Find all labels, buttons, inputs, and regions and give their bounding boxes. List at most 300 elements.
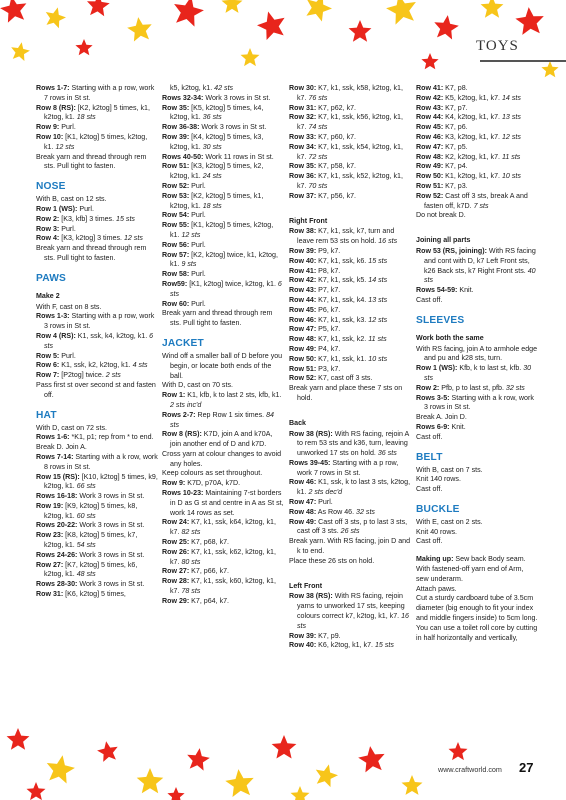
instruction-line bbox=[416, 594, 538, 643]
instruction-text: K4, k2tog, k1, k7. bbox=[443, 113, 500, 122]
instruction-line bbox=[36, 492, 158, 502]
instruction-text: Starting with a p row, work 3 rows in St st. bbox=[44, 312, 155, 331]
instruction-line bbox=[416, 555, 538, 584]
instruction-text: With RS facing, join A to armhole edge and pu and k28 sts, turn. bbox=[416, 344, 538, 363]
row-label: Row 50: bbox=[416, 172, 444, 181]
instruction-text: P8, k7. bbox=[316, 266, 341, 275]
row-label: Row 49: bbox=[416, 162, 444, 171]
row-label: Row 27: bbox=[36, 560, 64, 569]
instruction-text: With F, cast on 8 sts. bbox=[36, 302, 102, 311]
instruction-text: K7, p9. bbox=[316, 631, 341, 640]
instruction-line bbox=[289, 430, 411, 459]
row-label: Row 10: bbox=[36, 132, 64, 141]
stitch-count: 15 sts bbox=[366, 256, 388, 265]
instruction-text: K7, k1, ssk, k3. bbox=[316, 315, 367, 324]
instruction-text: K7, p8. bbox=[443, 84, 468, 92]
star-icon bbox=[174, 0, 204, 27]
row-label: Row 48: bbox=[416, 152, 444, 161]
star-icon bbox=[316, 764, 338, 787]
stitch-count: 15 sts bbox=[372, 641, 394, 650]
instruction-line bbox=[162, 84, 284, 94]
footer-site: www.craftworld.com bbox=[438, 765, 502, 774]
instruction-line bbox=[162, 300, 284, 310]
instruction-text: K7, p7. bbox=[443, 103, 468, 112]
instruction-line bbox=[289, 641, 411, 651]
row-label: Row 38: bbox=[289, 227, 317, 236]
instruction-line bbox=[162, 94, 284, 104]
row-label: Rows 1-3: bbox=[36, 312, 70, 321]
instruction-line bbox=[416, 518, 538, 528]
star-icon bbox=[222, 0, 243, 13]
instruction-text: With RS facing and cont with D, k7 Left Front sts, k26 Back sts, k7 Right Front sts. bbox=[424, 246, 536, 275]
instruction-text: Do not break D. bbox=[416, 211, 466, 220]
instruction-text: Work 3 rows in St st. bbox=[77, 580, 145, 589]
instruction-line bbox=[289, 267, 411, 277]
instruction-text: P9, k7. bbox=[316, 246, 341, 255]
instruction-text: K7, k1, ssk, k7, turn and leave rem 53 sts on hold. bbox=[297, 227, 395, 246]
header-rule bbox=[480, 60, 566, 62]
instruction-text: K7, p4. bbox=[443, 162, 468, 171]
stitch-count: 26 sts bbox=[338, 527, 360, 536]
row-label: Row 2: bbox=[36, 214, 60, 223]
instruction-line bbox=[162, 489, 284, 518]
instruction-text: Purl. bbox=[316, 498, 333, 507]
row-label: Row 30: bbox=[289, 84, 317, 92]
row-label: Row 33: bbox=[289, 132, 317, 141]
row-label: Rows 3-5: bbox=[416, 393, 450, 402]
star-icon bbox=[241, 48, 260, 66]
row-label: Row 45: bbox=[289, 305, 317, 314]
row-label: Row 40: bbox=[289, 641, 317, 650]
stitch-count: 84 sts bbox=[170, 410, 274, 429]
row-label: Row 52: bbox=[289, 374, 317, 383]
instruction-line bbox=[162, 430, 284, 450]
instruction-text: K7, p58, k7. bbox=[316, 162, 357, 171]
instruction-line bbox=[289, 478, 411, 498]
star-icon bbox=[402, 775, 423, 795]
star-icon bbox=[27, 782, 46, 800]
row-label: Row 34: bbox=[289, 142, 317, 151]
stitch-count: 48 sts bbox=[74, 570, 96, 579]
instruction-text: Work 3 rows in St st. bbox=[77, 550, 145, 559]
row-label: Row 52: bbox=[162, 181, 190, 190]
row-label: Row 51: bbox=[162, 162, 190, 171]
subheading: Make 2 bbox=[36, 291, 60, 300]
instruction-text: Knit. bbox=[449, 422, 466, 431]
instruction-text: Attach paws. bbox=[416, 584, 457, 593]
row-label: Rows 1-7: bbox=[36, 84, 70, 92]
star-icon bbox=[349, 20, 372, 42]
row-label: Row 49: bbox=[289, 517, 317, 526]
row-label: Row 39: bbox=[162, 132, 190, 141]
row-label: Row 25: bbox=[162, 538, 190, 547]
row-label: Row 40: bbox=[289, 256, 317, 265]
row-label: Rows 1-6: bbox=[36, 433, 70, 442]
paragraph-gap bbox=[416, 221, 538, 229]
row-label: Row 39: bbox=[289, 631, 317, 640]
instruction-text: K5, k2tog, k1, k7. bbox=[443, 93, 500, 102]
instruction-line bbox=[289, 537, 411, 557]
instruction-line bbox=[416, 585, 538, 595]
row-label: Rows 28-30: bbox=[36, 580, 78, 589]
stitch-count: 7 sts bbox=[471, 201, 489, 210]
instruction-text: K7, k1, ssk, k5. bbox=[316, 276, 367, 285]
stitch-count: 12 sts bbox=[179, 230, 201, 239]
instruction-text: Purl. bbox=[189, 270, 206, 279]
row-label: Row 31: bbox=[36, 590, 64, 599]
instruction-text: Purl. bbox=[189, 211, 206, 220]
subheading: Right Front bbox=[289, 216, 328, 225]
instruction-line bbox=[36, 502, 158, 522]
instruction-text: Starting with a p row, work 7 rows in St st. bbox=[44, 84, 155, 102]
star-icon bbox=[541, 61, 558, 77]
row-label: Rows 39-45: bbox=[289, 458, 331, 467]
row-label: Row 49: bbox=[289, 344, 317, 353]
instruction-text: K7, p64, k7. bbox=[189, 596, 230, 605]
instruction-text: P3, k7. bbox=[316, 364, 341, 373]
instruction-line bbox=[289, 632, 411, 642]
instruction-line bbox=[416, 182, 538, 192]
instruction-line bbox=[416, 133, 538, 143]
instruction-line bbox=[162, 104, 284, 124]
star-icon bbox=[47, 755, 75, 783]
instruction-line bbox=[162, 123, 284, 133]
instruction-text: [K7, k2tog] 5 times, k6, k2tog, k1. bbox=[44, 560, 138, 579]
text-column-2 bbox=[162, 84, 284, 607]
instruction-text: K1, ssk, k4, k2tog, k1. bbox=[75, 331, 148, 340]
stitch-count: 36 sts bbox=[375, 449, 397, 458]
star-icon bbox=[225, 769, 253, 797]
row-label: Rows 40-50: bbox=[162, 152, 204, 161]
instruction-line bbox=[162, 469, 284, 479]
row-label: Row 41: bbox=[416, 84, 444, 92]
instruction-line bbox=[416, 485, 538, 495]
stitch-count: 66 sts bbox=[74, 482, 96, 491]
instruction-text: Purl. bbox=[189, 299, 206, 308]
instruction-text: Knit 140 rows. bbox=[416, 475, 461, 484]
row-label: Row 5: bbox=[36, 351, 60, 360]
instruction-line bbox=[289, 192, 411, 202]
row-label: Row 2: bbox=[416, 383, 440, 392]
subheading: Back bbox=[289, 418, 306, 427]
instruction-text: K7, k1, ssk, k56, k2tog, k1, k7. bbox=[297, 113, 403, 132]
instruction-line bbox=[289, 143, 411, 163]
instruction-line bbox=[416, 384, 538, 394]
row-label: Row 3: bbox=[36, 224, 60, 233]
text-column-1 bbox=[36, 84, 158, 600]
row-label: Row 38 (RS): bbox=[289, 592, 333, 601]
instruction-line bbox=[289, 365, 411, 375]
row-label: Row 1 (WS): bbox=[36, 204, 78, 213]
row-label: Row 58: bbox=[162, 270, 190, 279]
instruction-line bbox=[289, 316, 411, 326]
instruction-text: Starting with a k row, work 8 rows in St st. bbox=[44, 452, 158, 471]
instruction-text: K7, cast off 3 sts. bbox=[316, 374, 373, 383]
row-label: Rows 32-34: bbox=[162, 93, 204, 102]
row-label: Row 27: bbox=[162, 567, 190, 576]
stitch-count: 4 sts bbox=[130, 361, 148, 370]
instruction-line bbox=[36, 381, 158, 401]
watermark: PassionForum.ru bbox=[460, 781, 529, 791]
row-label: Row 35: bbox=[162, 103, 190, 112]
stitch-count: 16 sts bbox=[297, 612, 409, 630]
row-label: Row 24: bbox=[162, 518, 190, 527]
row-label: Row 36: bbox=[289, 172, 317, 181]
instruction-text: Work 11 rows in St st. bbox=[203, 152, 274, 161]
instruction-line bbox=[36, 361, 158, 371]
section-heading: SLEEVES bbox=[416, 314, 465, 326]
instruction-text: Break yarn and place these 7 sts on hold. bbox=[289, 384, 403, 402]
stitch-count: 6 sts bbox=[44, 331, 154, 350]
stitch-count: 10 sts bbox=[366, 354, 388, 363]
row-label: Row 8 (RS): bbox=[162, 430, 202, 439]
subheading: Work both the same bbox=[416, 333, 484, 342]
row-label: Row 26: bbox=[162, 547, 190, 556]
instruction-line bbox=[162, 182, 284, 192]
stitch-count: 42 sts bbox=[212, 84, 234, 92]
star-icon bbox=[449, 742, 468, 760]
instruction-text: Pass first st over second st and fasten off. bbox=[36, 380, 156, 399]
star-icon bbox=[306, 0, 332, 22]
instruction-line bbox=[416, 211, 538, 221]
row-label: Row 32: bbox=[289, 113, 317, 122]
row-label: Row 54: bbox=[162, 211, 190, 220]
instruction-line bbox=[36, 84, 158, 104]
instruction-text: K1, k2tog, k1, k7. bbox=[443, 172, 500, 181]
stitch-count: 80 sts bbox=[179, 557, 201, 566]
instruction-line bbox=[289, 498, 411, 508]
stitch-count: 14 sts bbox=[366, 276, 388, 285]
instruction-line bbox=[162, 548, 284, 568]
instruction-line bbox=[36, 195, 158, 205]
star-icon bbox=[515, 7, 543, 35]
stitch-count: 14 sts bbox=[499, 93, 521, 102]
paragraph-gap bbox=[289, 567, 411, 575]
stitch-count: 16 sts bbox=[376, 237, 398, 246]
instruction-line bbox=[36, 312, 158, 332]
instruction-line bbox=[162, 309, 284, 329]
row-label: Row 51: bbox=[289, 364, 317, 373]
instruction-text: [K1, k2tog] twice, k2tog, k1. bbox=[187, 279, 276, 288]
instruction-text: [P2tog] twice. bbox=[59, 371, 104, 380]
stitch-count: 18 sts bbox=[200, 201, 222, 210]
instruction-text: K7, p6. bbox=[443, 123, 468, 132]
instruction-line bbox=[289, 257, 411, 267]
subheading: Left Front bbox=[289, 581, 323, 590]
row-label: Row 47: bbox=[289, 325, 317, 334]
instruction-line bbox=[289, 384, 411, 404]
instruction-line bbox=[289, 276, 411, 286]
instruction-line bbox=[162, 221, 284, 241]
instruction-text: Wind off a smaller ball of D before you begin, or locate both ends of the ball. bbox=[162, 351, 283, 380]
star-icon bbox=[167, 787, 184, 800]
row-label: Row 42: bbox=[416, 93, 444, 102]
stitch-count: 18 sts bbox=[74, 113, 96, 122]
instruction-line bbox=[36, 521, 158, 531]
paragraph-gap bbox=[289, 404, 411, 412]
stitch-count: 12 sts bbox=[499, 132, 521, 141]
instruction-text: Maintaining 7-st borders in D as G st and centre in A as St st, work 14 rows as set. bbox=[170, 489, 284, 517]
row-label: Row 36-38: bbox=[162, 123, 200, 132]
instruction-text: Break yarn. With RS facing, join D and k to end. bbox=[289, 537, 411, 556]
stitch-count: 70 sts bbox=[306, 181, 328, 190]
row-label: Rows 6-9: bbox=[416, 422, 450, 431]
instruction-line bbox=[162, 391, 284, 411]
instruction-text: Break yarn and thread through rem sts. Pull tight to fasten. bbox=[36, 152, 147, 171]
instruction-line bbox=[416, 528, 538, 538]
text-column-3 bbox=[289, 84, 411, 651]
instruction-text: [K8, k2tog] 5 times, k7, k2tog, k1. bbox=[44, 531, 138, 550]
instruction-text: K2, k2tog, k1, k7. bbox=[443, 152, 500, 161]
row-label: Row 48: bbox=[289, 335, 317, 344]
instruction-line bbox=[162, 352, 284, 381]
row-label: Row 39: bbox=[289, 246, 317, 255]
instruction-line bbox=[416, 413, 538, 423]
row-label: Rows 54-59: bbox=[416, 286, 458, 295]
instruction-line bbox=[416, 113, 538, 123]
instruction-text: K7, p3. bbox=[443, 181, 468, 190]
instruction-line bbox=[162, 241, 284, 251]
stitch-count: 11 sts bbox=[366, 335, 387, 344]
star-icon bbox=[187, 748, 210, 771]
star-icon bbox=[75, 39, 92, 55]
instruction-line bbox=[162, 567, 284, 577]
instruction-text: With D, cast on 70 sts. bbox=[162, 381, 233, 390]
stitch-count: 12 sts bbox=[53, 142, 75, 151]
instruction-text: K1, kfb, k to last 2 sts, kfb, k1. bbox=[185, 391, 282, 400]
instruction-text: Sew back Body seam. With fastened-off yarn end of Arm, sew underarm. bbox=[416, 555, 526, 583]
instruction-line bbox=[289, 508, 411, 518]
instruction-text: Place these 26 sts on hold. bbox=[289, 556, 375, 565]
instruction-text: With D, cast on 72 sts. bbox=[36, 423, 107, 432]
instruction-line bbox=[416, 466, 538, 476]
instruction-text: Keep colours as set throughout. bbox=[162, 469, 263, 478]
row-label: Row 28: bbox=[162, 577, 190, 586]
row-label: Making up: bbox=[416, 555, 454, 564]
row-label: Row 55: bbox=[162, 221, 190, 230]
section-heading: BUCKLE bbox=[416, 503, 460, 515]
instruction-text: Break A. Join D. bbox=[416, 413, 467, 422]
row-label: Row 46: bbox=[416, 132, 444, 141]
section-header bbox=[476, 36, 566, 58]
section-heading: NOSE bbox=[36, 181, 66, 193]
instruction-text: K7, k1, ssk, k62, k2tog, k1, k7. bbox=[170, 547, 276, 566]
instruction-line bbox=[36, 424, 158, 434]
row-label: Row 43: bbox=[289, 286, 317, 295]
instruction-text: Cast off. bbox=[416, 537, 443, 546]
instruction-text: With RS facing, rejoin yarns to unworked 17 sts, keeping colours correct k7, k2tog, k1, k7. bbox=[297, 592, 405, 621]
instruction-text: With E, cast on 2 sts. bbox=[416, 517, 483, 526]
stitch-count: 82 sts bbox=[179, 528, 201, 537]
instruction-text: With RS facing, rejoin A to rem 53 sts and k36, turn, leaving unworked 17 sts on hold. bbox=[297, 429, 409, 458]
instruction-line bbox=[289, 133, 411, 143]
row-label: Row 8 (RS): bbox=[36, 103, 76, 112]
row-label: Row 50: bbox=[289, 354, 317, 363]
instruction-text: [K2, k2tog] 5 times, k1, k2tog, k1. bbox=[44, 103, 150, 122]
instruction-line bbox=[162, 162, 284, 182]
instruction-text: K7, k1, ssk, k54, k2tog, k1, k7. bbox=[297, 142, 403, 161]
star-icon bbox=[11, 42, 30, 61]
instruction-line bbox=[162, 381, 284, 391]
instruction-text: As Row 46. bbox=[316, 507, 355, 516]
row-label: Row 46: bbox=[289, 478, 317, 487]
star-icon bbox=[481, 0, 504, 18]
instruction-line bbox=[416, 162, 538, 172]
instruction-line bbox=[162, 411, 284, 431]
instruction-line bbox=[36, 551, 158, 561]
instruction-text: K7, k1, ssk, k60, k2tog, k1, k7. bbox=[170, 577, 276, 596]
instruction-text: [K3, k2tog] 3 times. bbox=[59, 234, 122, 243]
instruction-line bbox=[36, 443, 158, 453]
stitch-count: 36 sts bbox=[200, 113, 222, 122]
instruction-text: Cast off 3 sts, break A and fasten off, k7D. bbox=[424, 191, 528, 210]
instruction-text: Work 3 rows in St st. bbox=[77, 521, 145, 530]
row-label: Row 6: bbox=[36, 361, 60, 370]
stitch-count: 30 sts bbox=[200, 142, 222, 151]
stitch-count: 76 sts bbox=[306, 93, 328, 102]
instruction-text: Starting with a p row, work 7 rows in St st. bbox=[297, 458, 399, 477]
instruction-line bbox=[162, 133, 284, 153]
row-label: Row 19: bbox=[36, 501, 64, 510]
stitch-count: 13 sts bbox=[366, 295, 388, 304]
instruction-text: [K10, k2tog] 5 times, k9, k2tog, k1. bbox=[44, 472, 158, 491]
instruction-text: P4, k7. bbox=[316, 344, 341, 353]
instruction-line bbox=[416, 94, 538, 104]
instruction-line bbox=[162, 280, 284, 300]
stitch-count: 15 sts bbox=[114, 214, 135, 223]
instruction-text: Purl. bbox=[59, 224, 76, 233]
instruction-text: k5, k2tog, k1. bbox=[170, 84, 213, 92]
instruction-text: [K9, k2tog] 5 times, k8, k2tog, k1. bbox=[44, 501, 138, 520]
instruction-text: Purl. bbox=[189, 240, 206, 249]
instruction-line bbox=[36, 531, 158, 551]
instruction-line bbox=[416, 537, 538, 547]
instruction-line bbox=[36, 433, 158, 443]
instruction-line bbox=[162, 577, 284, 597]
stitch-count: 10 sts bbox=[499, 172, 521, 181]
star-icon bbox=[7, 728, 30, 750]
instruction-line bbox=[289, 557, 411, 567]
instruction-text: [K1, k2tog] 5 times, k2tog, k1. bbox=[44, 132, 148, 151]
row-label: Row 42: bbox=[289, 276, 317, 285]
instruction-line bbox=[162, 153, 284, 163]
section-heading: JACKET bbox=[162, 337, 204, 349]
instruction-text: K7D, join A and k70A, join another end of D and k7D. bbox=[170, 430, 273, 449]
instruction-line bbox=[162, 211, 284, 221]
stitch-count: 24 sts bbox=[200, 172, 222, 181]
instruction-line bbox=[36, 332, 158, 352]
instruction-line bbox=[36, 453, 158, 473]
instruction-text: [K3, kfb] 3 times. bbox=[59, 214, 115, 223]
instruction-line bbox=[416, 364, 538, 384]
instruction-text: Rep Row 1 six times. bbox=[195, 410, 265, 419]
instruction-line bbox=[36, 234, 158, 244]
row-label: Row 57: bbox=[162, 250, 190, 259]
instruction-line bbox=[162, 518, 284, 538]
section-title: TOYS bbox=[476, 38, 519, 54]
row-label: Row 35: bbox=[289, 162, 317, 171]
instruction-line bbox=[289, 162, 411, 172]
instruction-line bbox=[162, 479, 284, 489]
row-label: Row 51: bbox=[416, 181, 444, 190]
instruction-text: K1, ssk, k2, k2tog, k1. bbox=[59, 361, 131, 370]
instruction-text: Break yarn and thread through rem sts. Pull tight to fasten. bbox=[36, 244, 147, 262]
instruction-line bbox=[162, 450, 284, 470]
instruction-line bbox=[36, 104, 158, 124]
row-label: Row 43: bbox=[416, 103, 444, 112]
star-icon bbox=[358, 746, 384, 772]
row-label: Row 7: bbox=[36, 371, 60, 380]
